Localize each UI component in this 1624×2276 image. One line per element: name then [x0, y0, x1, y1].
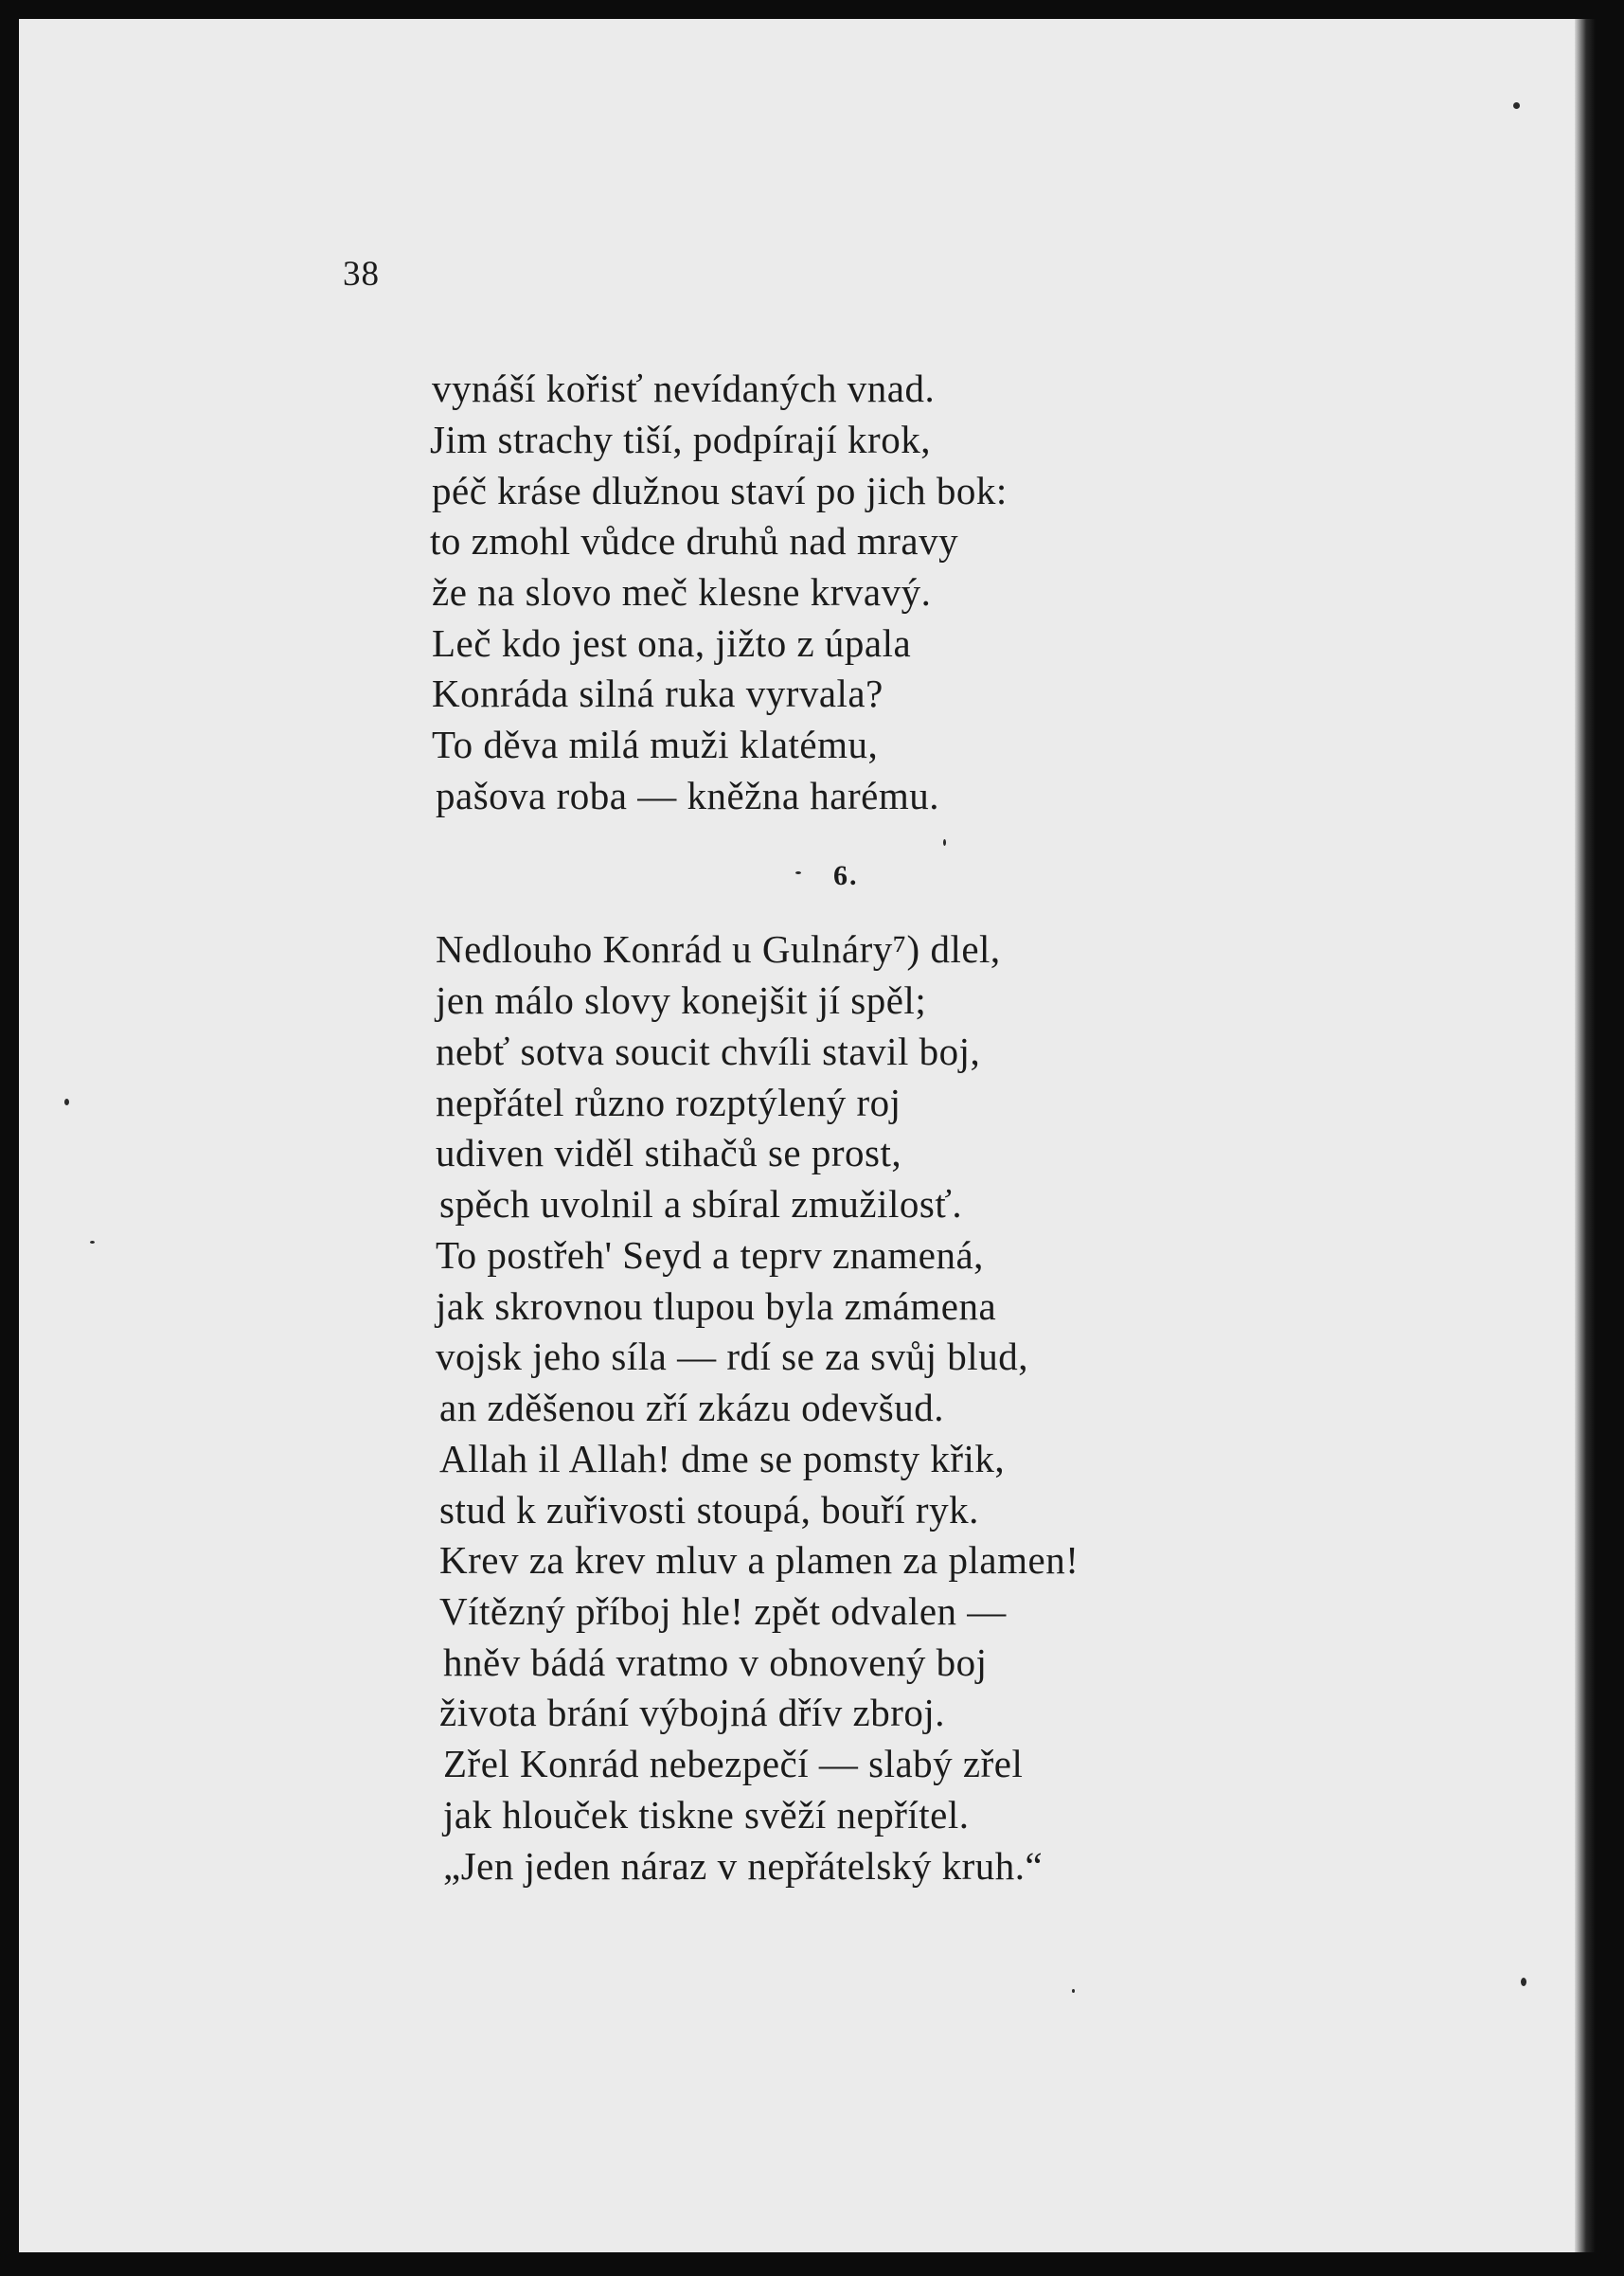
scan-speck [90, 1241, 95, 1244]
verse-line: jak skrovnou tlupou byla zmámena [436, 1284, 997, 1328]
verse-line: pašova roba — kněžna harému. [436, 774, 939, 817]
scan-speck [1513, 102, 1520, 109]
verse-line: jak hlouček tiskne svěží nepřítel. [443, 1793, 970, 1837]
scan-speck [1072, 1989, 1075, 1993]
scan-speck [943, 839, 946, 846]
verse-line: to zmohl vůdce druhů nad mravy [430, 519, 959, 563]
verse-line: života brání výbojná dřív zbroj. [439, 1691, 946, 1734]
verse-line: péč kráse dlužnou staví po jich bok: [432, 469, 1008, 512]
section-number: 6. [833, 860, 859, 891]
book-page [19, 19, 1596, 2252]
book-spine-edge [1575, 19, 1596, 2252]
verse-line: Krev za krev mluv a plamen za plamen! [439, 1538, 1080, 1582]
scan-speck [1521, 1978, 1526, 1986]
verse-line: To děva milá muži klatému, [432, 723, 879, 766]
verse-line: že na slovo meč klesne krvavý. [432, 570, 932, 614]
verse-line: vojsk jeho síla — rdí se za svůj blud, [436, 1335, 1028, 1378]
verse-line: „Jen jeden náraz v nepřátelský kruh.“ [443, 1844, 1044, 1888]
verse-line: spěch uvolnil a sbíral zmužilosť. [439, 1182, 963, 1226]
verse-line: nepřátel různo rozptýlený roj [436, 1081, 901, 1124]
verse-line: udiven viděl stihačů se prost, [436, 1131, 902, 1174]
verse-line: Leč kdo jest ona, jižto z úpala [432, 621, 912, 665]
verse-line: Zřel Konrád nebezpečí — slabý zřel [443, 1742, 1024, 1785]
verse-line: an zděšenou zří zkázu odevšud. [439, 1386, 944, 1429]
verse-line: nebť sotva soucit chvíli stavil boj, [436, 1030, 981, 1073]
verse-line: Vítězný příboj hle! zpět odvalen — [439, 1589, 1007, 1633]
verse-line: To postřeh' Seyd a teprv znamená, [436, 1233, 984, 1277]
verse-line: Jim strachy tiší, podpírají krok, [430, 418, 931, 461]
page-number: 38 [343, 255, 380, 294]
verse-line: Konráda silná ruka vyrvala? [432, 672, 883, 715]
verse-line: jen málo slovy konejšit jí spěl; [436, 978, 927, 1022]
scan-speck [795, 871, 801, 874]
scan-speck [64, 1099, 69, 1105]
verse-line: stud k zuřivosti stoupá, bouří ryk. [439, 1488, 979, 1532]
verse-line: hněv bádá vratmo v obnovený boj [443, 1640, 988, 1684]
verse-line: Nedlouho Konrád u Gulnáry⁷) dlel, [436, 927, 1001, 971]
verse-line: vynáší kořisť nevídaných vnad. [432, 367, 936, 410]
verse-line: Allah il Allah! dme se pomsty křik, [439, 1437, 1006, 1480]
